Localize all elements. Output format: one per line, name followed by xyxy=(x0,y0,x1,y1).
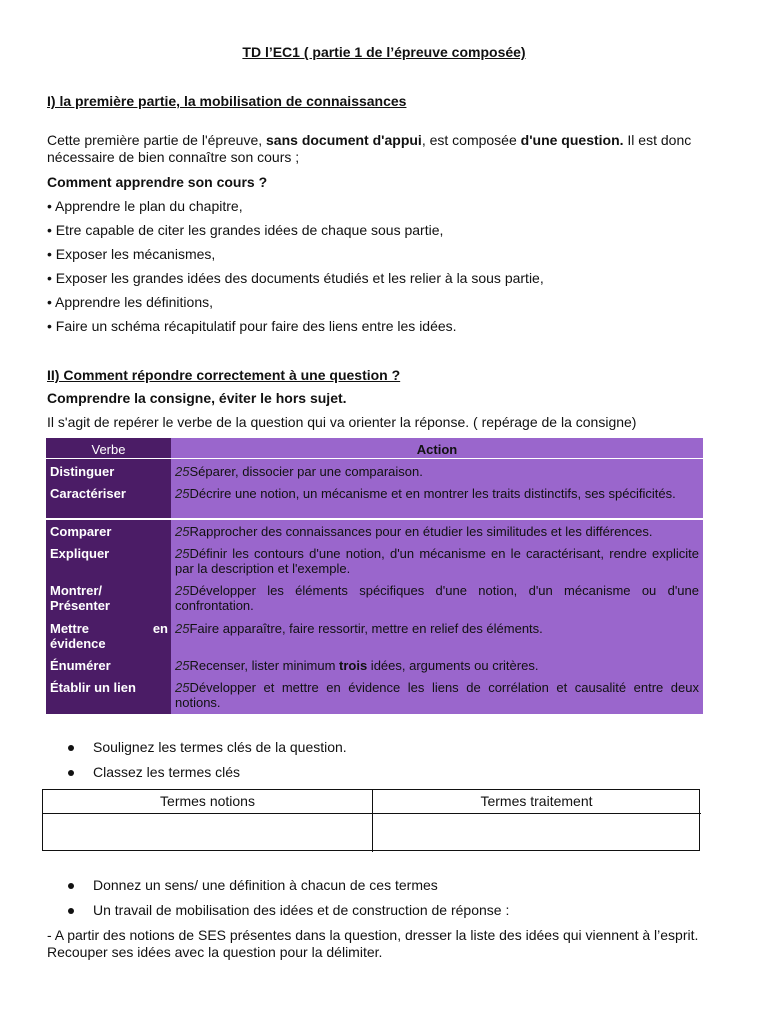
step-item: Classez les termes clés xyxy=(93,764,241,780)
terms-traitement-header: Termes traitement xyxy=(480,793,593,809)
action-caracteriser xyxy=(175,486,699,501)
verb-word: en xyxy=(152,621,168,636)
action-comparer xyxy=(175,524,699,539)
action-bold: trois xyxy=(339,658,368,673)
bullet-icon xyxy=(68,883,74,889)
list-item: • Apprendre le plan du chapitre, xyxy=(47,198,243,214)
intro-text-2: , est composée xyxy=(421,132,521,148)
action-expliquer xyxy=(175,546,699,576)
row-number: 25 xyxy=(175,524,190,539)
section1-intro xyxy=(47,132,723,166)
bullet-icon xyxy=(68,770,74,776)
intro-text-3: Il est donc nécessaire de bien connaître son cours ; xyxy=(47,132,692,165)
action-montrer-presenter xyxy=(175,583,699,613)
verb-line: Présenter xyxy=(50,598,110,613)
action-text: Séparer, dissocier par une comparaison. xyxy=(189,464,423,479)
action-text: Définir les contours d'une notion, d'un mécanisme en le caractérisant, rendre explicite par la description et l'exemple. xyxy=(175,546,699,576)
section2-subheading: Comprendre la consigne, éviter le hors sujet. xyxy=(47,390,347,406)
list-item: • Exposer les mécanismes, xyxy=(47,246,216,262)
list-item: • Faire un schéma récapitulatif pour faire des liens entre les idées. xyxy=(47,318,457,334)
action-text: Faire apparaître, faire ressortir, mettre en relief des éléments. xyxy=(189,621,543,636)
document-title: TD l’EC1 ( partie 1 de l’épreuve composée) xyxy=(242,44,526,60)
header-divider xyxy=(46,458,703,459)
action-text: Décrire une notion, un mécanisme et en montrer les traits distinctifs, ses spécificités. xyxy=(189,486,676,501)
row-group-divider xyxy=(46,518,703,520)
verb-line: Montrer/ xyxy=(50,583,102,598)
verb-line xyxy=(50,621,168,636)
list-item: • Etre capable de citer les grandes idées de chaque sous partie, xyxy=(47,222,444,238)
verb-table xyxy=(46,438,703,714)
verb-expliquer: Expliquer xyxy=(50,546,110,561)
list-item: • Exposer les grandes idées des documents étudiés et les relier à la sous partie, xyxy=(47,270,544,286)
row-number: 25 xyxy=(175,621,190,636)
header-action: Action xyxy=(416,442,458,457)
row-number: 25 xyxy=(175,486,190,501)
intro-bold-1: sans document d'appui xyxy=(266,132,422,148)
list-item: • Apprendre les définitions, xyxy=(47,294,214,310)
step-item: Soulignez les termes clés de la question. xyxy=(93,739,347,755)
header-verb: Verbe xyxy=(91,442,126,457)
action-text: Recenser, lister minimum xyxy=(189,658,340,673)
terms-notions-cell[interactable] xyxy=(43,814,372,850)
verb-caracteriser: Caractériser xyxy=(50,486,126,501)
terms-notions-header: Termes notions xyxy=(160,793,255,809)
verb-comparer: Comparer xyxy=(50,524,112,539)
section1-question: Comment apprendre son cours ? xyxy=(47,174,268,190)
verb-line: évidence xyxy=(50,636,106,651)
step-item: Un travail de mobilisation des idées et de construction de réponse : xyxy=(93,902,510,918)
terms-table xyxy=(42,789,700,851)
row-number: 25 xyxy=(175,658,190,673)
action-text: Rapprocher des connaissances pour en étudier les similitudes et les différences. xyxy=(189,524,653,539)
action-mettre-en-evidence xyxy=(175,621,699,636)
action-distinguer xyxy=(175,464,699,479)
action-enumerer xyxy=(175,658,699,673)
section2-heading: II) Comment répondre correctement à une question ? xyxy=(47,367,401,383)
row-number: 25 xyxy=(175,583,190,598)
bullet-icon xyxy=(68,908,74,914)
row-number: 25 xyxy=(175,680,190,695)
verb-enumerer: Énumérer xyxy=(50,658,111,673)
step-item: Donnez un sens/ une définition à chacun de ces termes xyxy=(93,877,438,893)
intro-text-1: Cette première partie de l'épreuve, xyxy=(47,132,267,148)
terms-traitement-cell[interactable] xyxy=(373,814,700,850)
row-number: 25 xyxy=(175,546,190,561)
row-number: 25 xyxy=(175,464,190,479)
action-text: Développer et mettre en évidence les liens de corrélation et causalité entre deux notions. xyxy=(175,680,699,710)
verb-distinguer: Distinguer xyxy=(50,464,115,479)
intro-bold-2: d'une question. xyxy=(520,132,624,148)
action-etablir-un-lien xyxy=(175,680,699,710)
verb-mettre-en-evidence xyxy=(50,621,168,651)
final-paragraph: - A partir des notions de SES présentes dans la question, dresser la liste des idées qui viennent à l’esprit. Recouper ses idées avec la question pour la délimiter. xyxy=(47,927,699,960)
verb-word: Mettre xyxy=(50,621,90,636)
verb-etablir-un-lien: Établir un lien xyxy=(50,680,136,695)
section1-heading: I) la première partie, la mobilisation de connaissances xyxy=(47,93,407,109)
action-text: Développer les éléments spécifiques d'une notion, d'un mécanisme ou d'une confrontation. xyxy=(175,583,699,613)
section2-intro: Il s'agit de repérer le verbe de la question qui va orienter la réponse. ( repérage de la consigne) xyxy=(47,414,637,430)
bullet-icon xyxy=(68,745,74,751)
action-text: idées, arguments ou critères. xyxy=(367,658,539,673)
verb-montrer-presenter xyxy=(50,583,168,613)
